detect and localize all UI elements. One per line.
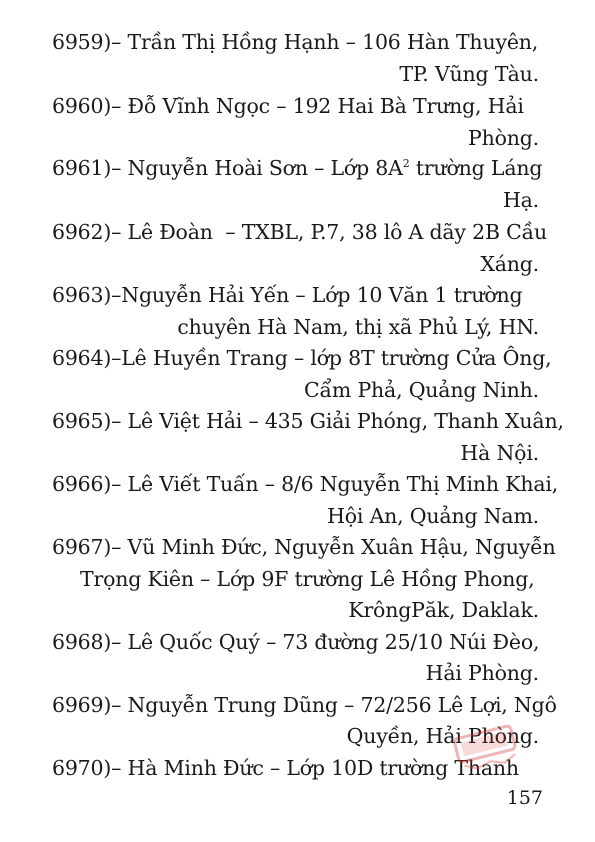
entry-6963-line-2: chuyên Hà Nam, thị xã Phủ Lý, HN. xyxy=(177,315,539,339)
entry-6961-line-2: Hạ. xyxy=(502,188,539,212)
entry-number: 6969)– xyxy=(52,693,122,717)
entry-6962-line-2: Xáng. xyxy=(480,252,539,276)
entry-text: Đỗ Vĩnh Ngọc – 192 Hai Bà Trưng, Hải xyxy=(127,94,524,118)
entry-text: Nguyễn Trung Dũng – 72/256 Lê Lợi, Ngô xyxy=(127,693,557,717)
watermark-stamp xyxy=(452,720,518,770)
entry-6963-line-1 xyxy=(52,283,522,307)
entry-number: 6959)– xyxy=(52,30,122,54)
entry-6962-line-1 xyxy=(52,220,547,244)
entry-6968-line-1 xyxy=(52,630,539,654)
entry-6967-line-2: Trọng Kiên – Lớp 9F trường Lê Hồng Phong, xyxy=(80,567,535,591)
entry-text: Lê Quốc Quý – 73 đường 25/10 Núi Đèo, xyxy=(127,630,540,654)
entry-number: 6966)– xyxy=(52,472,122,496)
entry-number: 6964)– xyxy=(52,346,122,370)
entry-6961-line-1 xyxy=(52,156,542,180)
entry-text: Hà Minh Đức – Lớp 10D trường Thanh xyxy=(127,756,519,780)
entry-number: 6970)– xyxy=(52,756,122,780)
entry-number: 6961)– xyxy=(52,156,122,180)
entry-6968-line-2: Hải Phòng. xyxy=(425,661,539,685)
entry-text: Lê Huyền Trang – lớp 8T trường Cửa Ông, xyxy=(121,346,552,370)
entry-text: Lê Viết Tuấn – 8/6 Nguyễn Thị Minh Khai, xyxy=(127,472,559,496)
entry-6960-line-2: Phòng. xyxy=(468,126,539,150)
entry-6964-line-2: Cẩm Phả, Quảng Ninh. xyxy=(304,378,539,402)
entry-number: 6960)– xyxy=(52,94,122,118)
entry-text: Lê Đoàn – TXBL, P.7, 38 lô A dãy 2B Cầu xyxy=(127,220,547,244)
entry-text: Lê Việt Hải – 435 Giải Phóng, Thanh Xuân, xyxy=(127,409,564,433)
entry-number: 6962)– xyxy=(52,220,122,244)
entry-6960-line-1 xyxy=(52,94,524,118)
superscript: 2 xyxy=(402,157,410,171)
entry-6969-line-1 xyxy=(52,693,557,717)
page-number: 157 xyxy=(506,787,543,809)
entry-6965-line-1 xyxy=(52,409,564,433)
entry-6959-line-2: TP. Vũng Tàu. xyxy=(399,62,539,86)
entry-6970-line-1 xyxy=(52,756,519,780)
entry-number: 6967)– xyxy=(52,535,122,559)
entry-6966-line-2: Hội An, Quảng Nam. xyxy=(327,504,539,528)
entry-text: Nguyễn Hoài Sơn – Lớp 8A xyxy=(127,156,403,180)
entry-6969-line-2: Quyền, Hải Phòng. xyxy=(346,724,539,748)
entry-text: Vũ Minh Đức, Nguyễn Xuân Hậu, Nguyễn xyxy=(127,535,556,559)
entry-number: 6963)– xyxy=(52,283,122,307)
entry-6967-line-1 xyxy=(52,535,556,559)
entry-text: trường Láng xyxy=(409,156,543,180)
entry-6966-line-1 xyxy=(52,472,558,496)
entry-number: 6965)– xyxy=(52,409,122,433)
entry-text: Trần Thị Hồng Hạnh – 106 Hàn Thuyên, xyxy=(127,30,539,54)
entry-text: Nguyễn Hải Yến – Lớp 10 Văn 1 trường xyxy=(121,283,523,307)
entry-number: 6968)– xyxy=(52,630,122,654)
entry-6964-line-1 xyxy=(52,346,551,370)
entry-6967-line-3: KrôngPăk, Daklak. xyxy=(348,598,539,622)
entry-6959-line-1 xyxy=(52,30,538,54)
entry-6965-line-2: Hà Nội. xyxy=(460,441,539,465)
